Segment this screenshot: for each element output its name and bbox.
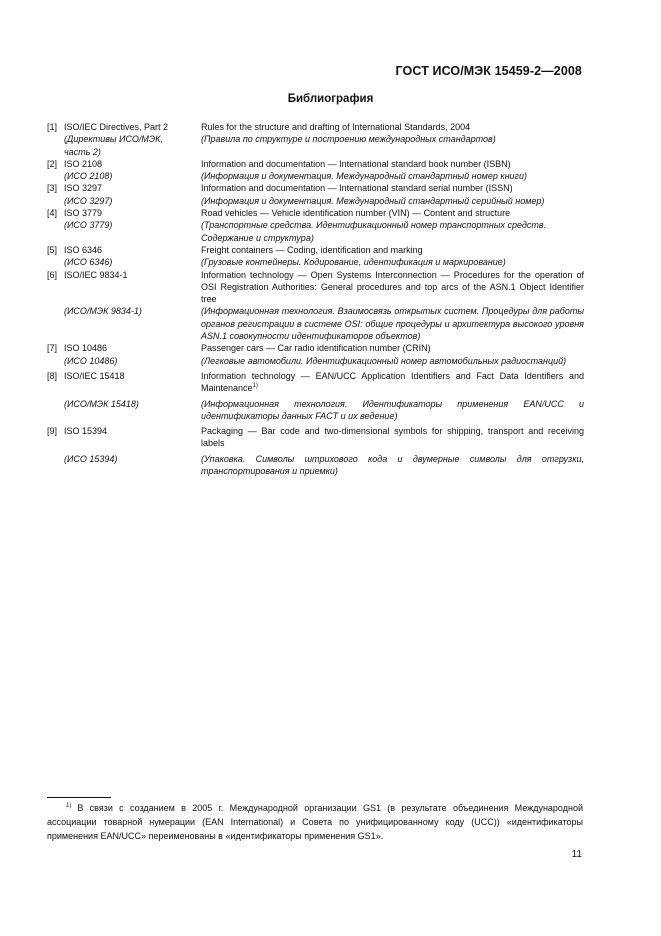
bibliography-entry <box>47 121 584 133</box>
bibliography-entry <box>47 182 584 194</box>
entry-number: [9] <box>47 426 58 437</box>
entry-number: [8] <box>47 370 58 381</box>
standard-reference: (ИСО 2108) <box>64 171 113 182</box>
standard-title: Information and documentation — International standard book number (ISBN) <box>201 158 511 169</box>
standard-reference: (ИСО 15394) <box>64 453 118 464</box>
standard-title-text: Information technology — EAN/UCC Application Identifiers and Fact Data Identifiers and Maintenance <box>201 370 584 394</box>
bibliography-entry-translation <box>47 398 584 423</box>
standard-title: (Правила по структуре и построению международных стандартов) <box>201 134 496 145</box>
bibliography-entry-translation <box>47 133 584 158</box>
standard-reference: ISO 3297 <box>64 183 103 194</box>
standard-title: (Упаковка. Символы штрихового кода и двумерные символы для отгрузки, транспортирования и приемки) <box>201 453 584 477</box>
bibliography-entry <box>47 269 584 306</box>
standard-title: (Информационная технология. Взаимосвязь открытых систем. Процедуры для работы органов регистрации в системе OSI: общие процедуры и архитектура высокого уровня ASN.1 совокупности идентификаторов объектов) <box>201 306 584 342</box>
standard-reference: (ИСО 3779) <box>64 220 113 231</box>
standard-reference: ISO 2108 <box>64 158 103 169</box>
standard-title: Information and documentation — International standard serial number (ISSN) <box>201 183 513 194</box>
entry-number: [7] <box>47 343 58 354</box>
standard-reference: (ИСО/МЭК 15418) <box>64 398 139 409</box>
standard-reference: ISO/IEC 15418 <box>64 370 125 381</box>
entry-number: [2] <box>47 158 58 169</box>
standard-title: Packaging — Bar code and two-dimensional symbols for shipping, transport and receiving labels <box>201 426 584 449</box>
bibliography-entry <box>47 244 584 256</box>
bibliography-entry-translation <box>47 195 584 207</box>
standard-reference: ISO/IEC Directives, Part 2 <box>64 122 169 132</box>
bibliography-entry-translation <box>47 219 584 244</box>
standard-title: Passenger cars — Car radio identification number (CRIN) <box>201 343 431 354</box>
standard-title: (Легковые автомобили. Идентификационный номер автомобильных радиостанций) <box>201 355 567 366</box>
standard-title <box>201 370 584 395</box>
entry-number: [1] <box>47 122 58 132</box>
bibliography-entry <box>47 425 584 450</box>
standard-title: Freight containers — Coding, identification and marking <box>201 244 423 255</box>
bibliography-entry-translation <box>47 453 584 478</box>
standard-title: (Информация и документация. Международный стандартный номер книги) <box>201 171 527 182</box>
entry-number: [3] <box>47 183 58 194</box>
footnote <box>47 801 583 844</box>
footnote-separator <box>47 797 111 798</box>
bibliography-entry-translation <box>47 256 584 268</box>
bibliography-entry <box>47 207 584 219</box>
footnote-reference: 1) <box>252 383 258 390</box>
entry-number: [4] <box>47 208 58 219</box>
bibliography-list <box>47 121 584 477</box>
bibliography-entry-translation <box>47 170 584 182</box>
bibliography-entry <box>47 158 584 170</box>
page-number: 11 <box>571 849 582 860</box>
standard-reference: ISO 10486 <box>64 343 108 354</box>
standard-title: (Информация и документация. Международный стандартный серийный номер) <box>201 195 545 206</box>
page-title: Библиография <box>287 93 374 105</box>
entry-number: [5] <box>47 244 58 255</box>
footnote-mark: 1) <box>66 803 72 809</box>
standard-reference: ISO/IEC 9834-1 <box>64 269 128 280</box>
standard-reference: (ИСО 10486) <box>64 355 118 366</box>
standard-reference: (ИСО/МЭК 9834-1) <box>64 306 142 317</box>
bibliography-entry <box>47 370 584 395</box>
standard-reference: ISO 6346 <box>64 244 103 255</box>
standard-title: Information technology — Open Systems Interconnection — Procedures for the operation of OSI Registration Authorities: General procedures and top arcs of the ASN.1 Object Identifier tree <box>201 269 584 305</box>
standard-reference: (ИСО 3297) <box>64 195 113 206</box>
standard-title: (Транспортные средства. Идентификационный номер транспортных средств. Содержание и структура) <box>201 220 547 243</box>
document-code: ГОСТ ИСО/МЭК 15459-2—2008 <box>395 64 582 78</box>
bibliography-entry-translation <box>47 355 584 367</box>
entry-number: [6] <box>47 269 58 280</box>
standard-reference: (ИСО 6346) <box>64 257 113 268</box>
standard-reference: ISO 15394 <box>64 426 108 437</box>
bibliography-entry-translation <box>47 305 584 342</box>
footnote-text: В связи с созданием в 2005 г. Международной организации GS1 (в результате объединения Международной ассоциации товарной нумерации (EAN International) и Совета по унифицированному коду (UCC)) «идентификаторы применения EAN/UCC» переименованы в «идентификаторы применения GS1». <box>47 803 583 842</box>
standard-title: (Информационная технология. Идентификаторы применения EAN/UCC и идентификаторы данных FACT и их ведение) <box>201 398 584 421</box>
standard-reference: (Директивы ИСО/МЭК, часть 2) <box>64 134 163 157</box>
bibliography-entry <box>47 342 584 354</box>
standard-reference: ISO 3779 <box>64 208 103 219</box>
standard-title: Rules for the structure and drafting of International Standards, 2004 <box>201 122 471 132</box>
standard-title: (Грузовые контейнеры. Кодирование, идентификация и маркирование) <box>201 257 506 268</box>
standard-title: Road vehicles — Vehicle identification number (VIN) — Content and structure <box>201 208 511 219</box>
